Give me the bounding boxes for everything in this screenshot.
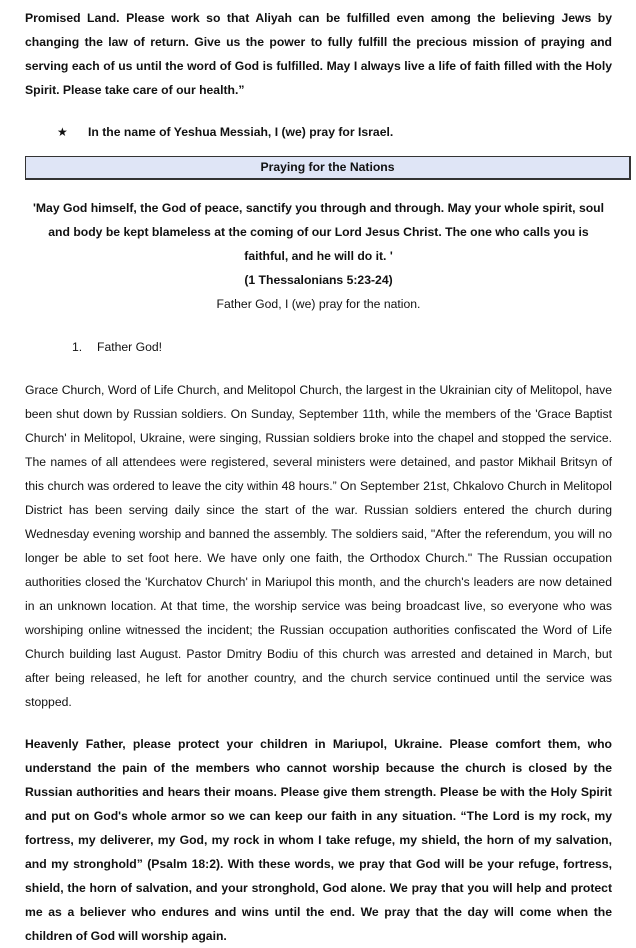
intro-paragraph: Promised Land. Please work so that Aliyah can be fulfilled even among the believing Jews by changing the law of return. Give us the power to fully fulfill the precious mission of praying and serving each of us until the word of God is fulfilled. May I always live a life of faith filled with the Holy Spirit. Please take care of our health.” [25,11,612,97]
scripture-reference: (1 Thessalonians 5:23-24) [244,273,393,287]
numbered-item [72,335,612,359]
body-paragraph: Grace Church, Word of Life Church, and Melitopol Church, the largest in the Ukrainian city of Melitopol, have been shut down by Russian soldiers. On Sunday, September 11th, while the members of the 'Grace Baptist Church' in Melitopol, Ukraine, were singing, Russian soldiers broke into the chapel and stopped the service. The names of all attendees were registered, several ministers were detained, and pastor Mikhail Britsyn of this church was ordered to leave the city within 48 hours.” On September 21st, Chkalovo Church in Melitopol District has been serving daily since the start of the war. Russian soldiers entered the church during Wednesday evening worship and banned the assembly. The soldiers said, "After the referendum, you will no longer be able to set foot here. We have only one faith, the Orthodox Church." The Russian occupation authorities closed the 'Kurchatov Church' in Mariupol this month, and the church's leaders are now detained in an unknown location. At that time, the worship service was being broadcast live, so everyone who was worshiping online witnessed the incident; the Russian occupation authorities confiscated the Word of Life Church building last August. Pastor Dmitry Bodiu of this church was arrested and detained in March, but after being released, he left for another country, and the church service continued until the service was stopped. [25,383,612,709]
closing-prayer: Heavenly Father, please protect your children in Mariupol, Ukraine. Please comfort them, who understand the pain of the members who cannot worship because the church is closed by the Russian authorities and hears their moans. Please give them strength. Please be with the Holy Spirit and put on God's whole armor so we can keep our faith in any situation. “The Lord is my rock, my fortress, my deliverer, my God, my rock in whom I take refuge, my shield, the horn of my salvation, and my stronghold” (Psalm 18:2). With these words, we pray that God will be your refuge, fortress, shield, the horn of salvation, and your stronghold, God alone. We pray that you will help and protect me as a believer who endures and wins until the end. We pray that the day will come when the children of God will worship again. [25,737,612,943]
item-text: Father God! [97,340,163,354]
bullet-item [57,120,612,144]
bullet-text: In the name of Yeshua Messiah, I (we) pray for Israel. [88,125,394,139]
section-header: Praying for the Nations [25,156,631,180]
star-icon: ★ [57,125,68,139]
scripture-quote: 'May God himself, the God of peace, sanctify you through and through. May your whole spirit, soul and body be kept blameless at the coming of our Lord Jesus Christ. The one who calls you is faithful, and he will do it. ' [32,201,605,263]
prayer-intro: Father God, I (we) pray for the nation. [216,297,421,311]
item-number: 1. [72,340,83,354]
